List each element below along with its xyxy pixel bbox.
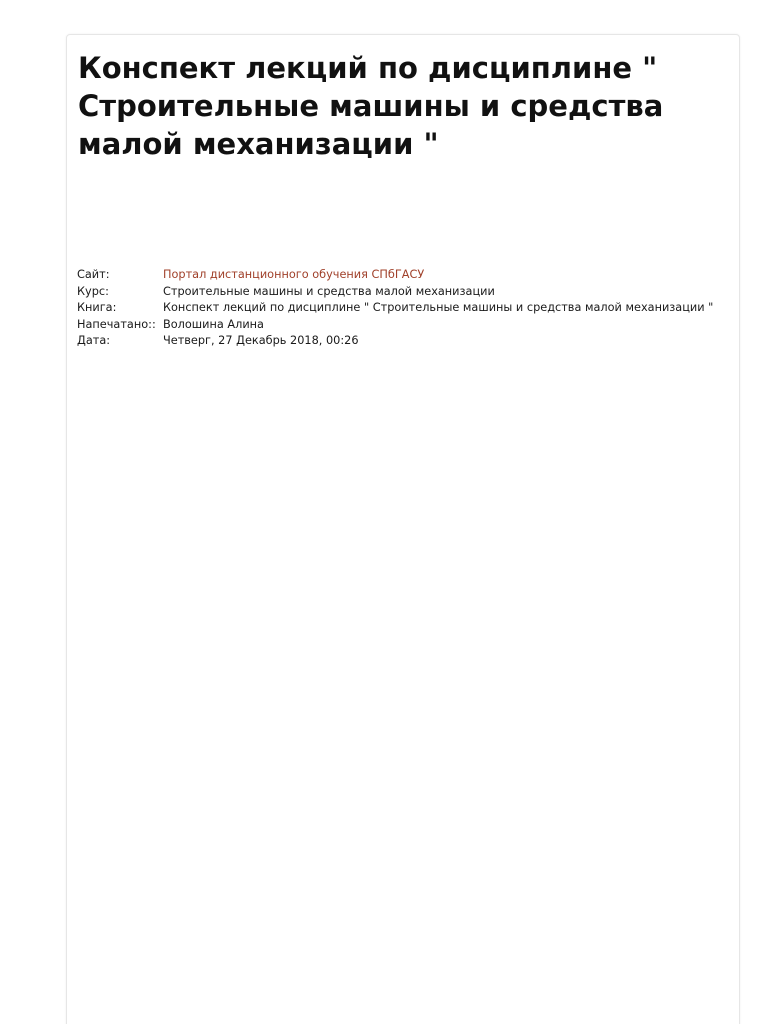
book-label: Книга: [77, 301, 117, 314]
site-link[interactable]: Портал дистанционного обучения СПбГАСУ [163, 268, 425, 281]
site-label: Сайт: [77, 268, 110, 281]
meta-row-course [77, 284, 713, 301]
printed-by-label: Напечатано:: [77, 317, 156, 331]
meta-row-site [77, 267, 713, 284]
course-value: Строительные машины и средства малой механизации [163, 284, 495, 298]
meta-row-date [77, 333, 713, 350]
print-info-table [77, 267, 713, 350]
printed-page [66, 34, 740, 1024]
book-value: Конспект лекций по дисциплине " Строительные машины и средства малой механизации " [163, 301, 714, 314]
course-label: Курс: [77, 284, 109, 298]
book-title: Конспект лекций по дисциплине " Строительные машины и средства малой механизации " [78, 51, 664, 161]
date-value: Четверг, 27 Декабрь 2018, 00:26 [163, 334, 359, 347]
meta-row-printed-by [77, 317, 713, 334]
date-label: Дата: [77, 334, 111, 347]
site-value [163, 267, 713, 284]
printed-by-value: Волошина Алина [163, 317, 264, 331]
meta-row-book [77, 300, 713, 317]
